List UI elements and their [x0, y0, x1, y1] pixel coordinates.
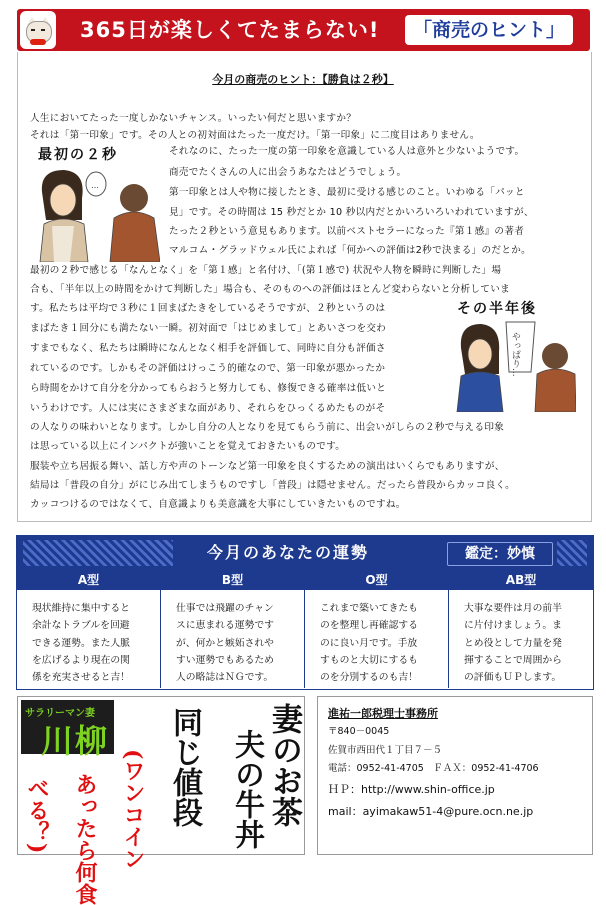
hint-line: すまでもなく、私たちは瞬時になんとなく相手を評価して、同時に自分も評価さ: [30, 343, 386, 354]
hint-line: 合も、「半年以上の時間をかけて判断した」場合も、そのものへの評価はほとんど変わらないと分析していま: [30, 284, 510, 295]
office-name: 進祐一郎税理士事務所: [328, 707, 438, 720]
senryu-label-main: 川柳: [41, 722, 110, 760]
fortune-type-label: B型: [161, 570, 304, 590]
office-mail-link[interactable]: mail：ayimakaw51-4@pure.ocn.ne.jp: [328, 805, 534, 819]
lucky-cat-icon: [20, 11, 56, 49]
hint-line: 第一印象とは人や物に接したとき、最初に受ける感じのこと。いわゆる「パッと: [169, 187, 525, 198]
svg-text:…: …: [91, 181, 99, 190]
fortune-text: 現状維持に集中すると 余計なトラブルを回避 できる運勢。また人脈 を広げるより現在の関 係を充実させると吉！: [32, 603, 130, 684]
senryu-line-3: 同じ値段: [167, 707, 202, 827]
hint-line: す。私たちは平均で３秒に１回まばたきをしているそうですが、２秒というのは: [30, 303, 386, 314]
header-title: 365日が楽しくてたまらない!: [80, 18, 380, 42]
hint-line: いうわけです。人には実にさまざまな面があり、それらをひっくるめたものがそ: [30, 403, 386, 414]
fortune-type-label: AB型: [449, 570, 593, 590]
fortune-type-label: A型: [17, 570, 160, 590]
hint-line: たった２秒という意見もあります。以前ベストセラーになった『第１感』の著者: [169, 226, 525, 237]
office-address: 佐賀市西田代１丁目７－５: [328, 744, 443, 756]
hint-line: は思っている以上にインパクトが強いことを覚えておきたいものです。: [30, 441, 346, 452]
fortune-type-label: O型: [305, 570, 448, 590]
hint-line: 人生においてたった一度しかないチャンス。いったい何だと思いますか？: [30, 113, 357, 124]
office-phone: 電話：0952-41-4705 ＦＡＸ：0952-41-4706: [328, 763, 539, 775]
illustration-half-year-later: [451, 296, 576, 412]
fortune-title: 今月のあなたの運勢: [207, 543, 370, 562]
hint-title: 今月の商売のヒント：【勝負は２秒】: [212, 73, 394, 86]
hint-line: それなのに、たった一度の第一印象を意識している人は意外と少ないようです。: [169, 146, 525, 157]
hint-line: 最初の２秒で感じる「なんとなく」を「第１感」と名付け、「(第１感で) 状況や人物を瞬時に判断した」場: [30, 265, 502, 276]
fortune-col-a: [17, 570, 161, 688]
hint-line: れているのです。しかもその評価はけっこう的確なので、第一印象が悪かったか: [30, 363, 386, 374]
fortune-col-o: [305, 570, 449, 688]
senryu-note-1: (ワンコイン: [120, 749, 146, 870]
hint-line: カッコつけるのではなくて、自意識よりも美意識を大事にしていきたいものですね。: [30, 499, 406, 510]
office-info: [317, 696, 593, 855]
hint-line: 服装や立ち居振る舞い、話し方や声のトーンなど第一印象を良くするための演出はいくらでもありますが、: [30, 461, 505, 472]
header-badge: 「商売のヒント」: [405, 15, 573, 45]
hint-line: それは「第一印象」です。その人との初対面はたった一度だけ。「第一印象」に二度目はありません。: [30, 130, 480, 141]
hint-line: ら時間をかけて自分を分かってもらおうと努力しても、修復できる確率は低いと: [30, 383, 387, 394]
hint-line: 結局は「普段の自分」がにじみ出てしまうものですし「普段」は隠せません。だったら普段からカッコ良く。: [30, 480, 516, 491]
illustration-first-meeting: [30, 140, 160, 262]
senryu-section: [17, 696, 305, 905]
senryu-label: [21, 700, 114, 760]
fortune-text: 仕事では飛躍のチャン スに恵まれる運勢です が、何かと嫉妬されや すい運勢でもあるため 人の略誌はＮＧです。: [176, 603, 274, 684]
hint-line: まばたき１回分にも満たない一瞬。初対面で「はじめまして」とあいさつを交わ: [30, 323, 387, 334]
senryu-line-1: 妻のお茶: [266, 703, 302, 827]
senryu-line-2: 夫の牛丼: [229, 729, 264, 849]
senryu-note-3: べる？): [24, 777, 50, 854]
couple-drawing-later: [451, 316, 576, 412]
fortune-text: これまで築いてきたも のを整理し再確認する のに良い月です。手放 すものと大切にするも のを分別するのも吉！: [320, 603, 418, 684]
fortune-col-b: [161, 570, 305, 688]
fortune-section: [16, 535, 594, 690]
fortune-banner: [17, 536, 593, 570]
speech-text: やっぱり...: [510, 332, 520, 377]
hint-line: 見」です。その時間は 15 秒だとか 10 秒以内だとかいろいろいわれていますが、: [169, 207, 534, 218]
hint-line: マルコム・グラッドウェル氏によれば「何かへの評価は2秒で決まる」のだとか。: [169, 245, 532, 256]
couple-drawing: [30, 162, 160, 262]
illustration-later-label: その半年後: [457, 301, 537, 317]
office-postal: 〒840－0045: [328, 726, 390, 737]
senryu-note-2: あったら何食: [72, 773, 98, 905]
office-hp-link[interactable]: ＨＰ：http://www.shin-office.jp: [328, 783, 495, 797]
fortune-text: 大事な要件は月の前半 に片付けましょう。ま とめ役として力量を発 揮することで周囲から の評価もＵＰします。: [464, 603, 562, 684]
hint-line: 商売でたくさんの人に出会うあなたはどうでしょう。: [169, 167, 407, 178]
illustration-first-label: 最初の２秒: [38, 147, 118, 163]
fortune-col-ab: [449, 570, 593, 688]
senryu-label-top: サラリーマン妻: [25, 708, 95, 719]
fortune-author: 鑑定：妙慎: [447, 542, 553, 566]
hint-line: の人なりの味わいとなります。しかし自分の人となりを見てもらう前に、出会いがしらの２秒で与える印象: [30, 422, 505, 433]
